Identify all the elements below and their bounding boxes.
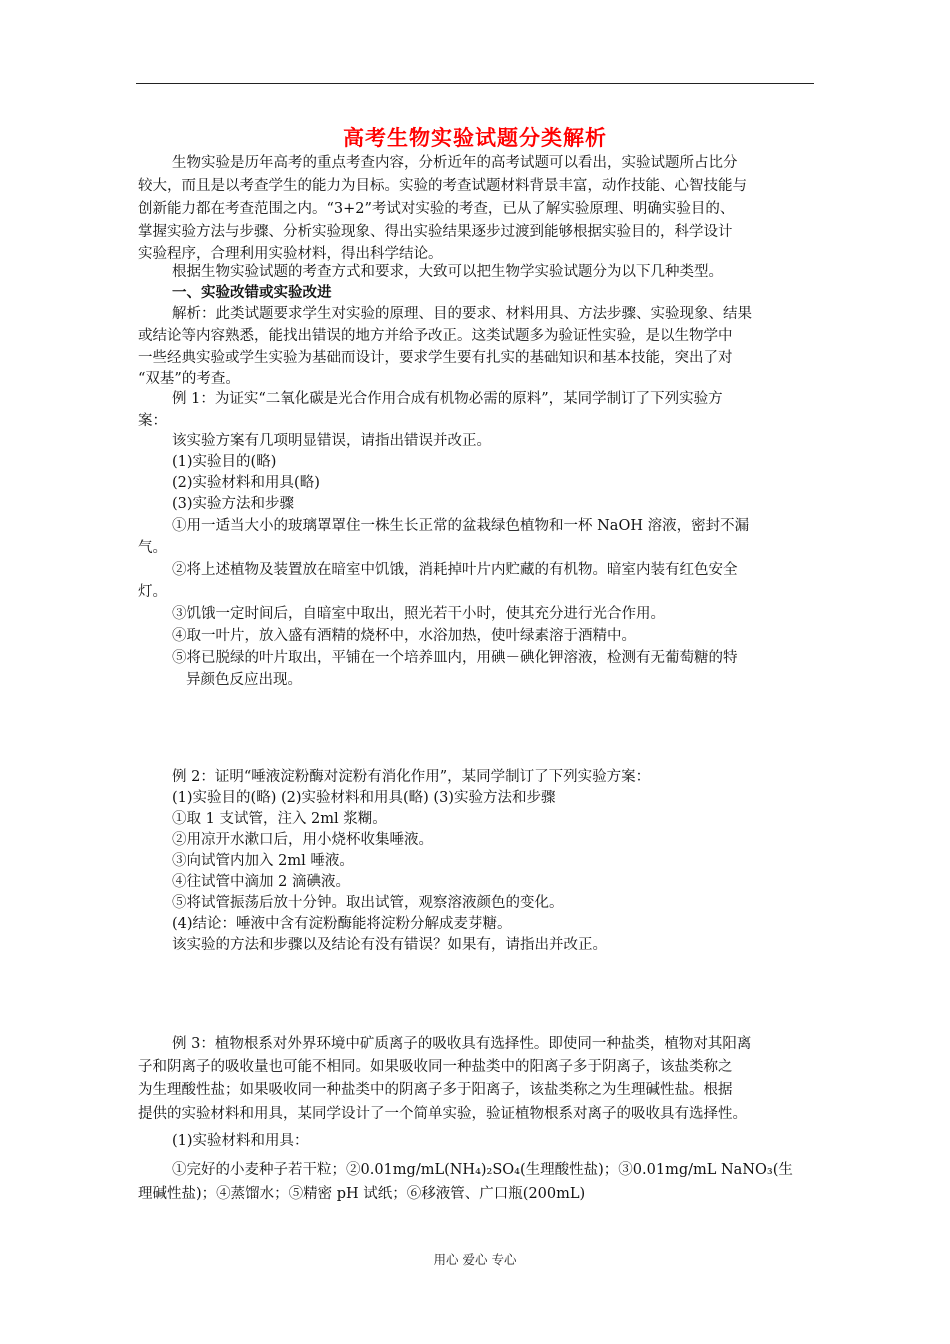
page-footer: 用心 爱心 专心 xyxy=(433,1252,517,1267)
example1-line: 异颜色反应出现。 xyxy=(186,672,302,688)
intro-line: 生物实验是历年高考的重点考查内容，分析近年的高考试题可以看出，实验试题所占比分 xyxy=(172,155,738,171)
example3-line: 提供的实验材料和用具，某同学设计了一个简单实验，验证植物根系对离子的吸收具有选择性。 xyxy=(138,1106,747,1122)
example2-line: 例 2：证明“唾液淀粉酶对淀粉有消化作用”，某同学制订了下列实验方案： xyxy=(172,769,651,785)
example1-line: ①用一适当大小的玻璃罩罩住一株生长正常的盆栽绿色植物和一杯 NaOH 溶液，密封不漏 xyxy=(172,518,750,534)
example1-line: ②将上述植物及装置放在暗室中饥饿，消耗掉叶片内贮藏的有机物。暗室内装有红色安全 xyxy=(172,562,738,578)
example2-line: (1)实验目的(略) (2)实验材料和用具(略) (3)实验方法和步骤 xyxy=(172,790,556,806)
example3-line: 例 3：植物根系对外界环境中矿质离子的吸收具有选择性。即使同一种盐类，植物对其阳离 xyxy=(172,1036,752,1052)
example1-line: (3)实验方法和步骤 xyxy=(172,496,295,512)
header-rule xyxy=(136,83,814,84)
analysis-line: 解析：此类试题要求学生对实验的原理、目的要求、材料用具、方法步骤、实验现象、结果 xyxy=(172,306,752,322)
analysis-line: “双基”的考查。 xyxy=(138,371,240,387)
example3-line: (1)实验材料和用具： xyxy=(172,1133,309,1149)
example1-line: (1)实验目的(略) xyxy=(172,454,277,470)
example2-line: 该实验的方法和步骤以及结论有没有错误？如果有，请指出并改正。 xyxy=(172,937,607,953)
example3-line: 理碱性盐)；④蒸馏水；⑤精密 pH 试纸；⑥移液管、广口瓶(200mL) xyxy=(138,1186,586,1202)
example2-line: ⑤将试管振荡后放十分钟。取出试管，观察溶液颜色的变化。 xyxy=(172,895,564,911)
example2-line: (4)结论：唾液中含有淀粉酶能将淀粉分解成麦芽糖。 xyxy=(172,916,512,932)
example1-line: 气。 xyxy=(138,540,167,556)
intro-line: 掌握实验方法与步骤、分析实验现象、得出实验结果逐步过渡到能够根据实验目的，科学设计 xyxy=(138,224,733,240)
example2-line: ④往试管中滴加 2 滴碘液。 xyxy=(172,874,350,890)
example1-line: 例 1：为证实“二氧化碳是光合作用合成有机物必需的原料”，某同学制订了下列实验方 xyxy=(172,391,723,407)
analysis-line: 一些经典实验或学生实验为基础而设计，要求学生要有扎实的基础知识和基本技能，突出了对 xyxy=(138,350,733,366)
example1-line: 该实验方案有几项明显错误，请指出错误并改正。 xyxy=(172,433,491,449)
intro-line: 较大，而且是以考查学生的能力为目标。实验的考查试题材料背景丰富，动作技能、心智技能与 xyxy=(138,178,747,194)
example3-line: 子和阴离子的吸收量也可能不相同。如果吸收同一种盐类中的阳离子多于阴离子，该盐类称之 xyxy=(138,1059,733,1075)
example1-line: ⑤将已脱绿的叶片取出，平铺在一个培养皿内，用碘－碘化钾溶液，检测有无葡萄糖的特 xyxy=(172,650,738,666)
page-title: 高考生物实验试题分类解析 xyxy=(343,126,607,150)
analysis-line: 或结论等内容熟悉，能找出错误的地方并给予改正。这类试题多为验证性实验，是以生物学中 xyxy=(138,328,733,344)
example2-line: ②用凉开水漱口后，用小烧杯收集唾液。 xyxy=(172,832,433,848)
example2-line: ①取 1 支试管，注入 2ml 浆糊。 xyxy=(172,811,387,827)
example1-line: (2)实验材料和用具(略) xyxy=(172,475,320,491)
example2-line: ③向试管内加入 2ml 唾液。 xyxy=(172,853,354,869)
intro-line: 实验程序，合理利用实验材料，得出科学结论。 xyxy=(138,246,443,262)
example1-line: ④取一叶片，放入盛有酒精的烧杯中，水浴加热，使叶绿素溶于酒精中。 xyxy=(172,628,636,644)
example1-line: ③饥饿一定时间后，自暗室中取出，照光若干小时，使其充分进行光合作用。 xyxy=(172,606,665,622)
example1-line: 案： xyxy=(138,413,167,429)
section-heading: 一、实验改错或实验改进 xyxy=(172,285,332,301)
example3-line: ①完好的小麦种子若干粒；②0.01mg/mL(NH₄)₂SO₄(生理酸性盐)；③0.01mg/mL NaNO₃(生 xyxy=(172,1162,793,1178)
example3-line: 为生理酸性盐；如果吸收同一种盐类中的阴离子多于阳离子，该盐类称之为生理碱性盐。根据 xyxy=(138,1082,733,1098)
example1-line: 灯。 xyxy=(138,584,167,600)
intro-line: 创新能力都在考查范围之内。“3+2”考试对实验的考查，已从了解实验原理、明确实验目的、 xyxy=(138,201,735,217)
intro-line: 根据生物实验试题的考查方式和要求，大致可以把生物学实验试题分为以下几种类型。 xyxy=(172,264,723,280)
